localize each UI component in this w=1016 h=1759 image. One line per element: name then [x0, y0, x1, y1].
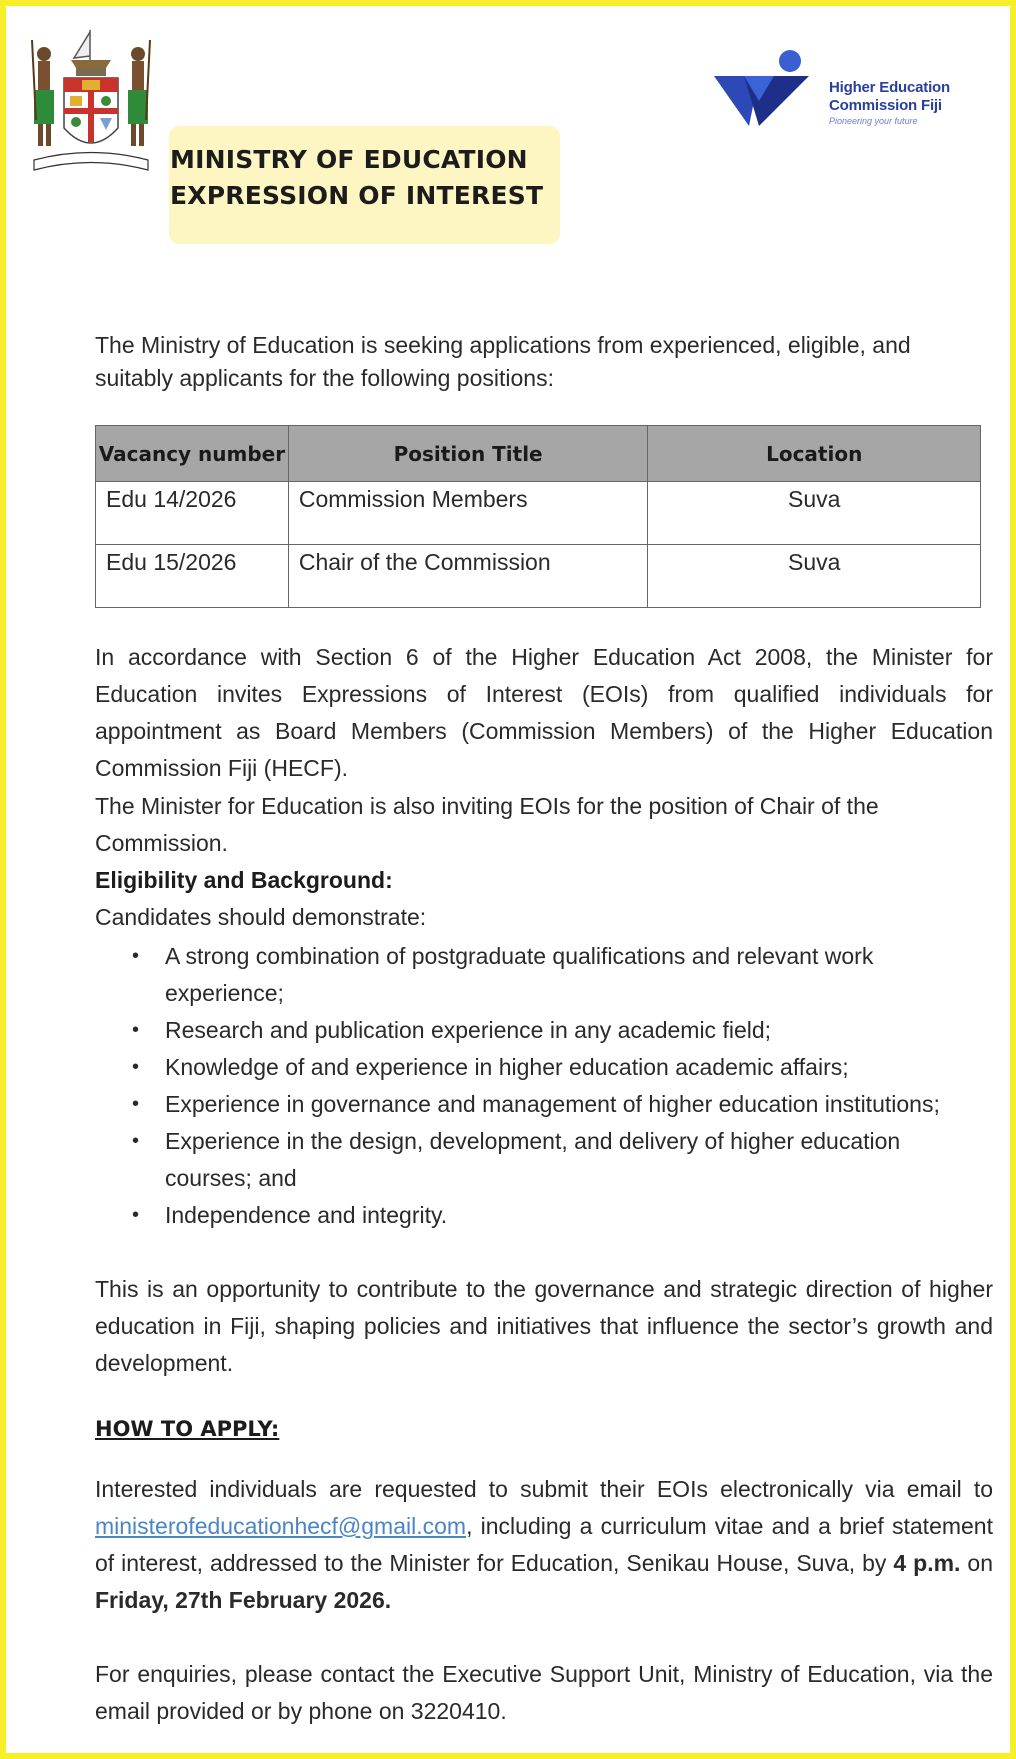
list-item: • Knowledge of and experience in higher education academic affairs; [126, 1049, 986, 1086]
list-item: • A strong combination of postgraduate qualifications and relevant work experience; [126, 938, 986, 1012]
enquiries-paragraph: For enquiries, please contact the Executive Support Unit, Ministry of Education, via the email provided or by phone on 3220410. [95, 1661, 993, 1724]
vacancy-number-cell: Edu 15/2026 [96, 545, 289, 608]
chair-invite-paragraph: The Minister for Education is also inviting EOIs for the position of Chair of the Commission. [95, 793, 879, 856]
deadline-time: 4 p.m. [893, 1550, 961, 1576]
accordance-paragraph: In accordance with Section 6 of the Higher Education Act 2008, the Minister for Education invites Expressions of Interest (EOIs) from qualified individuals for appointment as Board Members (Commission Members) of the Higher Education Commission Fiji (HECF). [95, 644, 993, 781]
apply-text-after-email: , including a curriculum vitae and a brief statement of interest, addressed to the Minister for Education, Senikau House, Suva, by [95, 1513, 993, 1576]
vacancy-number-cell: Edu 14/2026 [96, 482, 289, 545]
email-link[interactable]: ministerofeducationhecf@gmail.com [95, 1513, 467, 1539]
coat-of-arms-emblem [26, 20, 156, 180]
location-cell: Suva [648, 545, 981, 608]
table-header-row [96, 426, 981, 482]
hecf-name-line-1: Higher Education [829, 79, 950, 96]
list-item: • Experience in the design, development, and delivery of higher education courses; and [126, 1123, 986, 1197]
header-position-title: Position Title [288, 426, 648, 482]
coat-of-arms-icon [26, 20, 156, 180]
list-item: • Experience in governance and management of higher education institutions; [126, 1086, 986, 1123]
eligibility-list [126, 938, 986, 1234]
title-box [169, 126, 560, 244]
header-vacancy-number: Vacancy number [96, 426, 289, 482]
position-title-cell: Chair of the Commission [288, 545, 648, 608]
hecf-logo-icon [714, 46, 814, 136]
eligibility-heading: Eligibility and Background: [95, 867, 393, 893]
deadline-date: Friday, 27th February 2026. [95, 1587, 392, 1613]
hecf-logo [714, 46, 954, 136]
table-row [96, 545, 981, 608]
hecf-name-line-2: Commission Fiji [829, 97, 942, 114]
intro-paragraph: The Ministry of Education is seeking applications from experienced, eligible, and suitably applicants for the following positions: [95, 332, 911, 391]
hecf-tagline: Pioneering your future [829, 116, 918, 126]
position-title-cell: Commission Members [288, 482, 648, 545]
how-to-apply-heading [95, 1412, 993, 1446]
hecf-name [829, 79, 950, 115]
vacancy-table [95, 425, 981, 608]
location-cell: Suva [648, 482, 981, 545]
list-item: • Research and publication experience in any academic field; [126, 1012, 986, 1049]
deadline-on: on [967, 1550, 994, 1576]
eligibility-lead: Candidates should demonstrate: [95, 904, 427, 930]
how-to-apply-label: HOW TO APPLY: [95, 1417, 280, 1441]
apply-paragraph [95, 1471, 993, 1619]
title-line-1: MINISTRY OF EDUCATION [170, 145, 528, 174]
header-location: Location [648, 426, 981, 482]
list-item: • Independence and integrity. [126, 1197, 986, 1234]
opportunity-paragraph: This is an opportunity to contribute to the governance and strategic direction of higher education in Fiji, shaping policies and initiatives that influence the sector’s growth and development. [95, 1276, 993, 1376]
table-row [96, 482, 981, 545]
apply-text-before-email: Interested individuals are requested to submit their EOIs electronically via email to [95, 1476, 993, 1502]
title-line-2: EXPRESSION OF INTEREST [170, 181, 544, 210]
